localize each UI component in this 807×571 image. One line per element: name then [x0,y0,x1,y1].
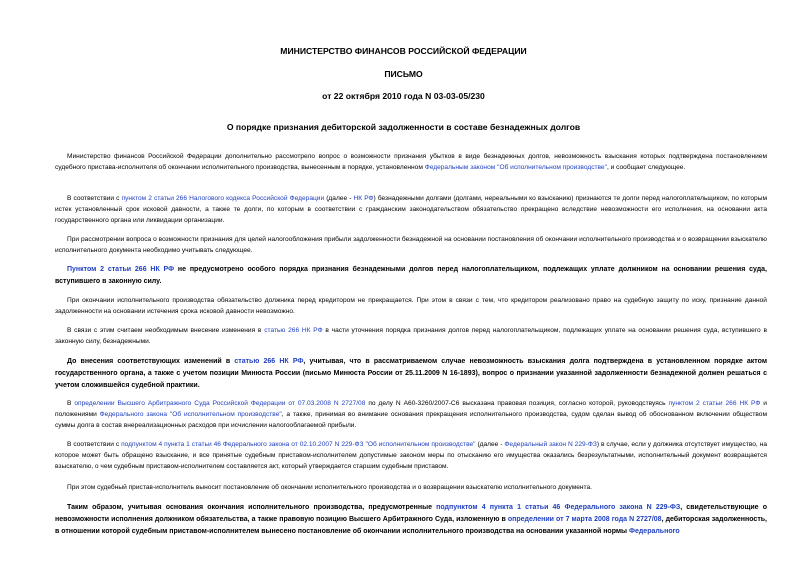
paragraph [55,398,767,431]
paragraph [55,151,767,173]
document-link[interactable]: определении Высшего Арбитражного Суда Российской Федерации от 07.03.2008 N 2727/08 [74,400,366,407]
paragraph-text: в части уточнения порядка признания долгов перед налогоплательщиком, подлежащих уплате на основании решения суда, вступившего в законную силу, безнадежными. [55,327,767,345]
document-link[interactable]: Федеральный закон N 229-ФЗ [504,441,597,448]
paragraph-text: , а также, принимая во внимание основания прекращения исполнительного производства, судом сделан вывод об обоснованном включении обществом суммы долга в состав внереализационных расходов при исчислении налогооблагаемой прибыли. [55,411,768,429]
document-type: ПИСЬМО [384,69,423,79]
paragraph-text: При рассмотрении вопроса о возможности признания для целей налогообложения прибыли задолженности безнадежной на основании постановления об окончании исполнительного производства и о возвращении взыскателю исполнительного документа необходимо учитывать следующее. [55,236,767,254]
document-link[interactable]: НК РФ [353,195,374,202]
paragraph-text: , свидетельствующие о невозможности исполнения должником обязательства, а также правовую позицию Высшего Арбитражного Суда, изложенную в [55,504,767,523]
document-link[interactable]: Пунктом 2 статьи 266 НК РФ [67,266,175,273]
paragraph-text: , дебиторская задолженность, в отношении которой судебным приставом-исполнителем вынесено постановление об окончании исполнительного производства на основании указанной нормы [55,516,768,535]
paragraph-text: и положениями [55,400,767,418]
document-link[interactable]: Федеральным законом "Об исполнительном производстве" [424,164,607,171]
document-link[interactable]: Федерального [628,528,680,535]
document-link[interactable]: статью 266 НК РФ [264,327,323,334]
paragraph-text: , и сообщает следующее. [606,164,686,171]
document-link[interactable]: пунктом 2 статьи 266 НК РФ [668,400,761,407]
paragraph-text: (далее - [475,441,505,448]
ministry-title: МИНИСТЕРСТВО ФИНАНСОВ РОССИЙСКОЙ ФЕДЕРАЦИИ [280,46,527,56]
paragraph [55,325,767,347]
paragraph-text: В [67,400,75,407]
paragraph-text: ) в случае, если у должника отсутствует имущество, на которое может быть обращено взыскание, и все принятые судебным приставом-исполнителем допустимые законом меры по отысканию его имущества оказались безрезультатными, исполнительный документ возвращается взыскателю, о чем судебным приставом-исполнителем составляется акт, который утверждается старшим судебным приставом. [55,441,767,470]
paragraph [55,482,767,493]
paragraph-text: ) безнадежными долгами (долгами, нереальными ко взысканию) признаются те долги перед налогоплательщиком, по которым истек установленный срок исковой давности, а также те долги, по которым в соответствии с гражданским законодательством обязательство прекращено вследствие невозможности его исполнения, на основании акта государственного органа или ликвидации организации. [55,195,767,224]
paragraph [55,356,767,392]
paragraph-text: В связи с этим считаем необходимым внесение изменения в [67,327,265,334]
paragraph-text: (далее - [324,195,354,202]
paragraph [55,193,767,226]
document-link[interactable]: подпунктом 4 пункта 1 статьи 46 Федерального закона N 229-ФЗ [436,504,681,511]
paragraph [55,264,767,288]
document-link[interactable]: определении от 7 марта 2008 года N 2727/08 [507,516,662,523]
paragraph-text: по делу N А60-3260/2007-С6 высказана правовая позиция, согласно которой, руководствуясь [365,400,669,407]
paragraph [55,439,767,472]
paragraph [55,502,767,538]
paragraph-text: не предусмотрено особого порядка признания безнадежными долгов перед налогоплательщиком, подлежащих уплате должником на основании решения суда, вступившего в законную силу. [55,266,768,285]
paragraph-text: , учитывая, что в рассматриваемом случае невозможность взыскания долга подтверждена в установленном порядке актом государственного органа, а также с учетом позиции Минюста России (письмо Минюста России от 25.11.2009 N 16-1893), вопрос о признании указанной задолженности безнадежной должен решаться с учетом сложившейся судебной практики. [55,358,767,389]
paragraph-text: При окончании исполнительного производства обязательство должника перед кредитором не прекращается. При этом в связи с тем, что кредитором реализовано право на судебную защиту по иску, признание данной задолженности на основании истечения срока исковой давности невозможно. [55,297,767,315]
document-subject: О порядке признания дебиторской задолженности в составе безнадежных долгов [226,122,581,132]
document-link[interactable]: подпунктом 4 пункта 1 статьи 46 Федерального закона от 02.10.2007 N 229-ФЗ "Об исполнительном производстве" [121,441,476,448]
paragraph-text: Таким образом, учитывая основания окончания исполнительного производства, предусмотренные [67,504,437,511]
paragraph-text: При этом судебный пристав-исполнитель выносит постановление об окончании исполнительного производства и о возвращении взыскателю исполнительного документа. [67,484,592,491]
paragraph-text: Министерство финансов Российской Федерации дополнительно рассмотрело вопрос о возможности признания убытков в виде безнадежных долгов, невозможность взыскания которых подтверждена постановлением судебного пристава-исполнителя об окончании исполнительного производства, вынесенным в порядке, установленном [55,153,767,171]
paragraph [55,234,767,256]
document-link[interactable]: пунктом 2 статьи 266 Налогового кодекса Российской Федерации [121,195,325,202]
paragraph [55,295,767,317]
paragraph-text: В соответствии с [67,195,122,202]
document-date-number: от 22 октября 2010 года N 03-03-05/230 [322,91,485,101]
document-link[interactable]: Федерального закона "Об исполнительном производстве" [99,411,282,418]
paragraph-text: До внесения соответствующих изменений в [67,358,235,365]
document-link[interactable]: статью 266 НК РФ [234,358,304,365]
paragraph-text: В соответствии с [67,441,122,448]
